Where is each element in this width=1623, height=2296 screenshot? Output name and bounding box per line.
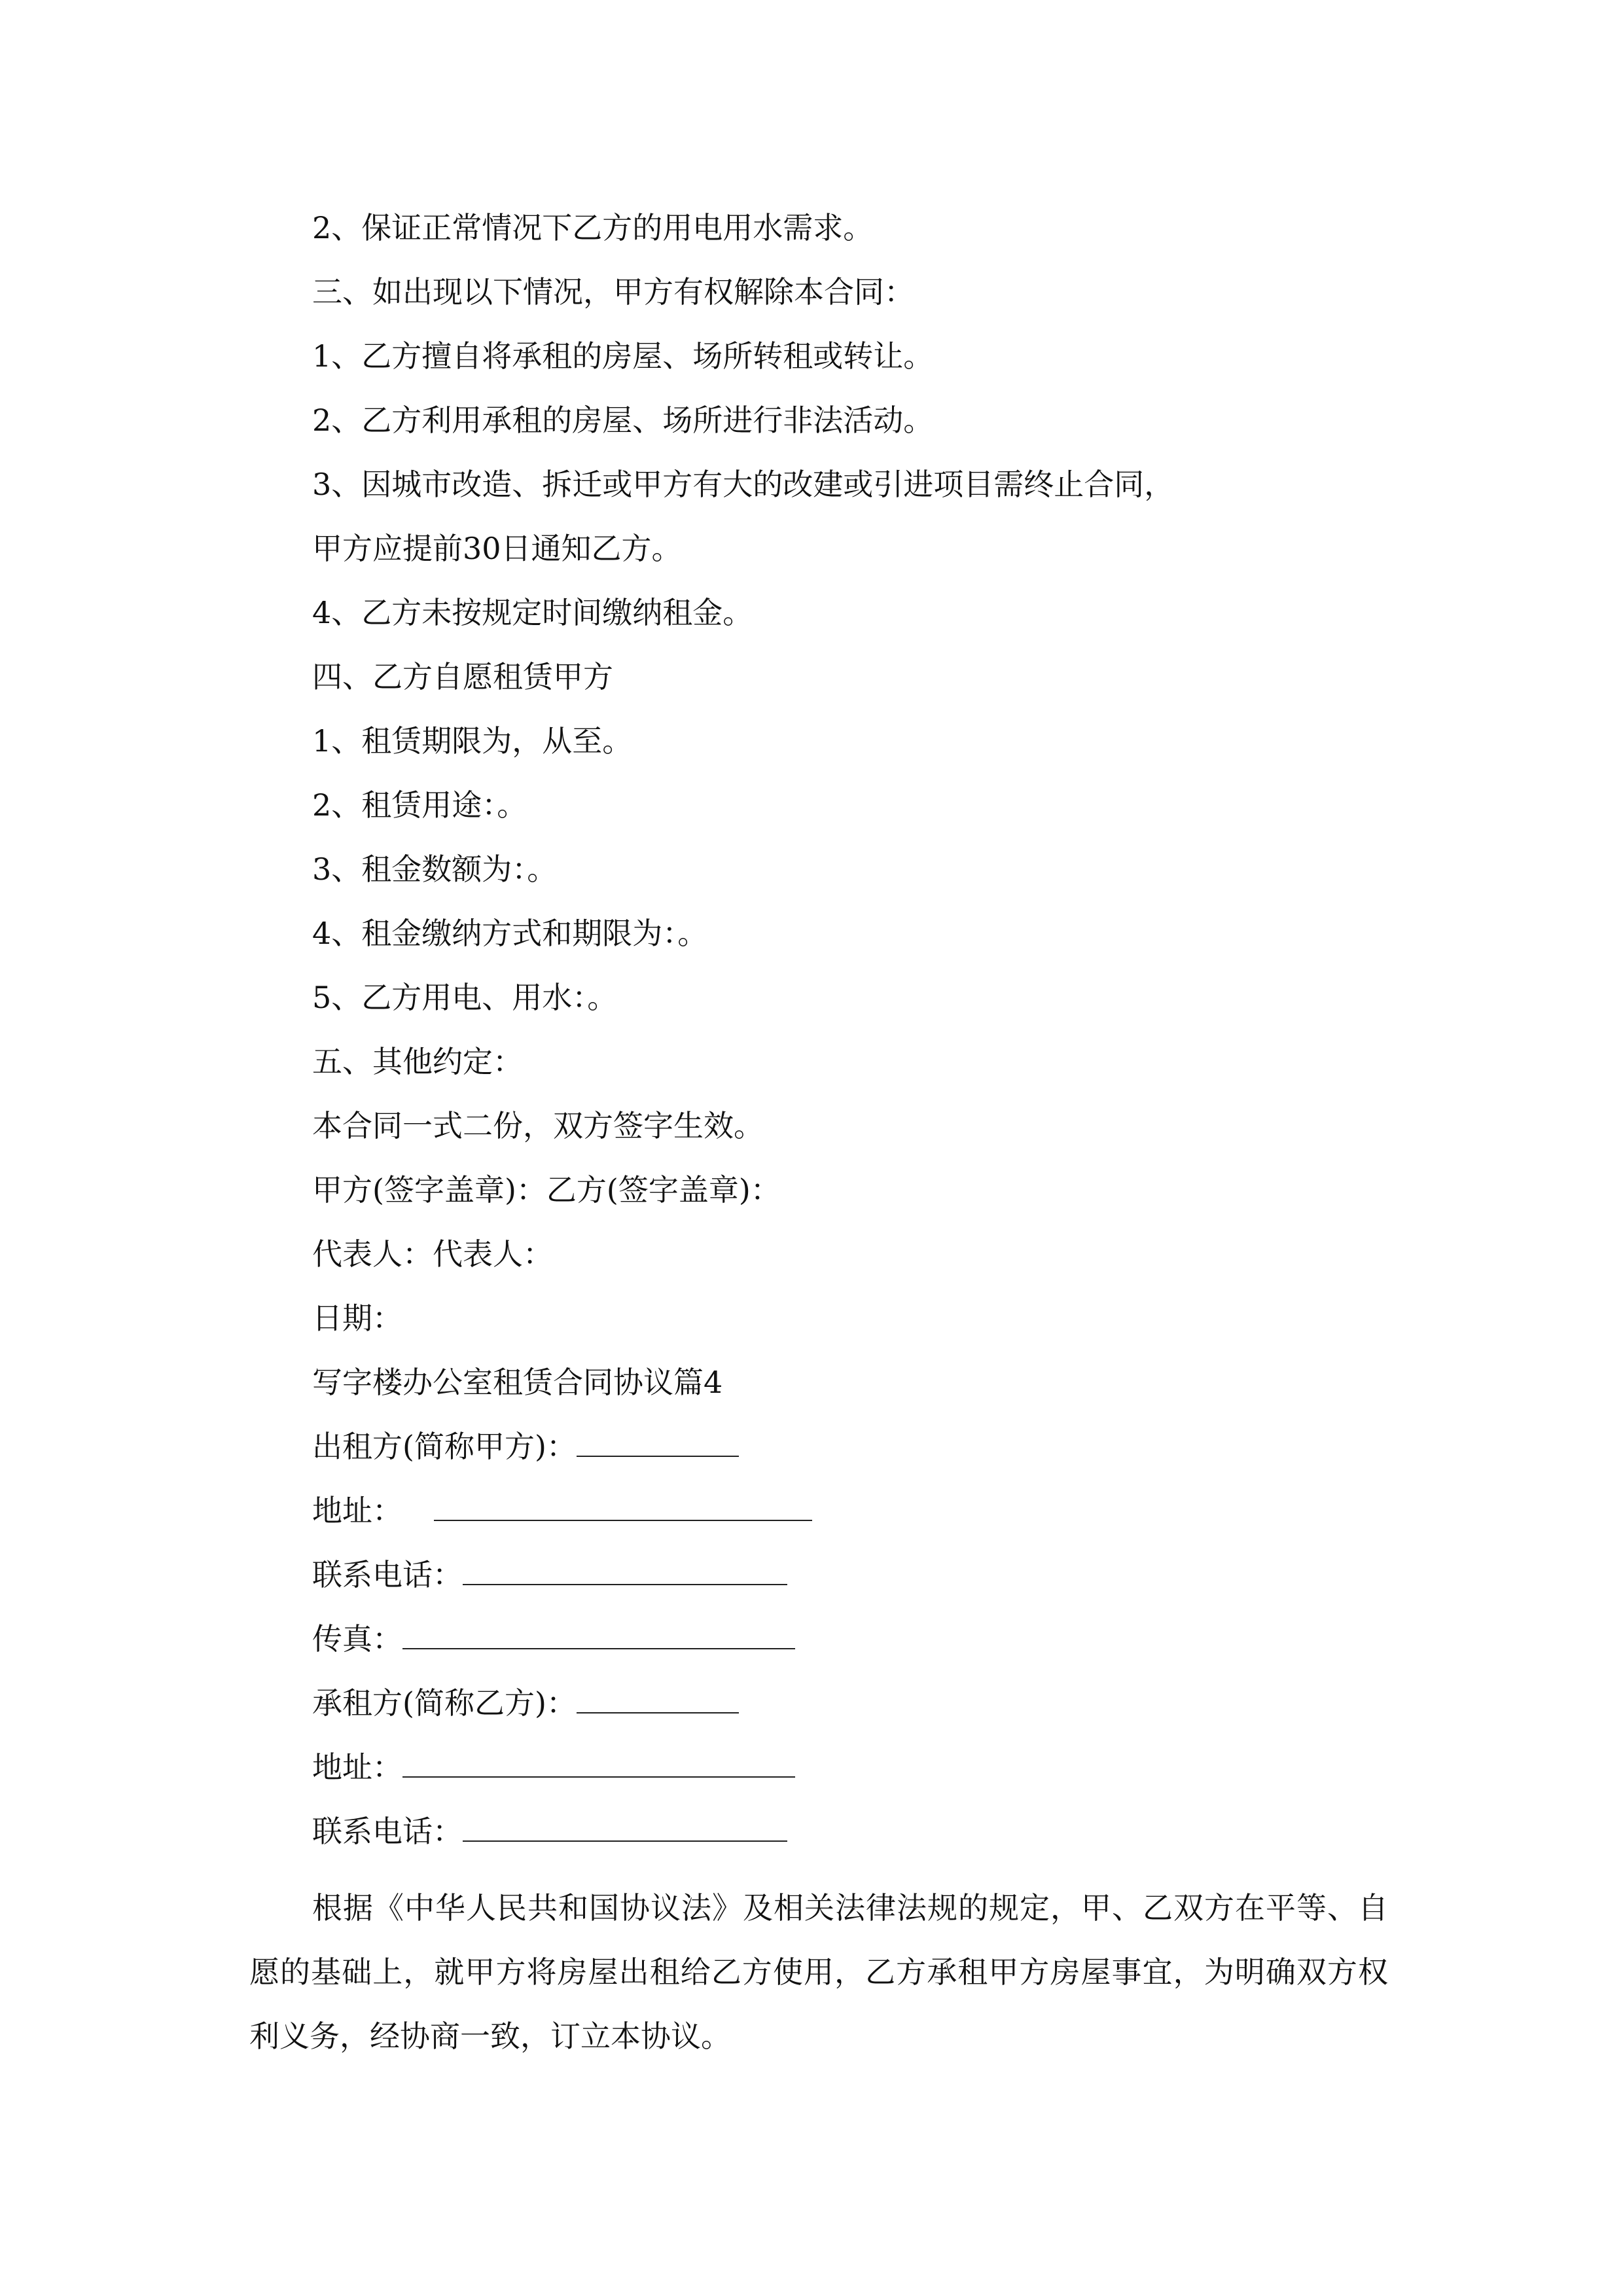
section-heading: 三、如出现以下情况，甲方有权解除本合同： xyxy=(312,274,914,310)
clause-line: 4、乙方未按规定时间缴纳租金。 xyxy=(312,595,753,630)
field-label: 联系电话： xyxy=(312,1557,463,1592)
section-heading: 五、其他约定： xyxy=(312,1044,523,1079)
blank-underline xyxy=(402,1750,795,1778)
clause-line: 1、乙方擅自将承租的房屋、场所转租或转让。 xyxy=(312,338,934,374)
clause-line: 2、保证正常情况下乙方的用电用水需求。 xyxy=(312,210,874,245)
field-label: 地址： xyxy=(312,1493,402,1528)
agreement-paragraph: 根据《中华人民共和国协议法》及相关法律法规的规定，甲、乙双方在平等、自愿的基础上，就甲方将房屋出租给乙方使用，乙方承租甲方房屋事宜，为明确双方权利义务，经协商一致，订立本协议。 xyxy=(249,1890,1388,2054)
lessor-address-field xyxy=(312,1491,812,1530)
field-label: 地址： xyxy=(312,1749,402,1785)
clause-line: 3、因城市改造、拆迁或甲方有大的改建或引进项目需终止合同， xyxy=(312,467,1175,502)
blank-underline xyxy=(577,1686,739,1713)
date-line: 日期： xyxy=(312,1300,402,1336)
clause-line: 3、租金数额为：。 xyxy=(312,852,558,887)
clause-line: 4、租金缴纳方式和期限为：。 xyxy=(312,916,708,951)
field-label: 传真： xyxy=(312,1621,402,1657)
field-label: 出租方(简称甲方)： xyxy=(312,1429,577,1464)
field-label: 联系电话： xyxy=(312,1814,463,1849)
blank-underline xyxy=(402,1622,795,1649)
signature-line: 甲方(签字盖章)：乙方(签字盖章)： xyxy=(312,1172,781,1208)
blank-underline xyxy=(577,1429,739,1457)
lessee-phone-field xyxy=(312,1812,787,1851)
blank-underline xyxy=(434,1494,812,1521)
lessor-field xyxy=(312,1427,739,1466)
document-title: 写字楼办公室租赁合同协议篇4 xyxy=(312,1365,723,1400)
representative-line: 代表人：代表人： xyxy=(312,1236,553,1272)
section-heading: 四、乙方自愿租赁甲方 xyxy=(312,659,613,694)
lessor-phone-field xyxy=(312,1555,787,1594)
clause-line: 2、租赁用途：。 xyxy=(312,787,527,823)
lessee-field xyxy=(312,1683,739,1723)
clause-line: 甲方应提前30日通知乙方。 xyxy=(312,531,682,566)
field-label: 承租方(简称乙方)： xyxy=(312,1685,577,1721)
lessor-fax-field xyxy=(312,1619,795,1659)
clause-line: 1、租赁期限为，从至。 xyxy=(312,723,633,759)
clause-line: 本合同一式二份，双方签字生效。 xyxy=(312,1108,764,1143)
blank-underline xyxy=(463,1814,787,1842)
lessee-address-field xyxy=(312,1748,795,1787)
clause-line: 5、乙方用电、用水：。 xyxy=(312,980,618,1015)
clause-line: 2、乙方利用承租的房屋、场所进行非法活动。 xyxy=(312,403,934,438)
blank-underline xyxy=(463,1558,787,1585)
